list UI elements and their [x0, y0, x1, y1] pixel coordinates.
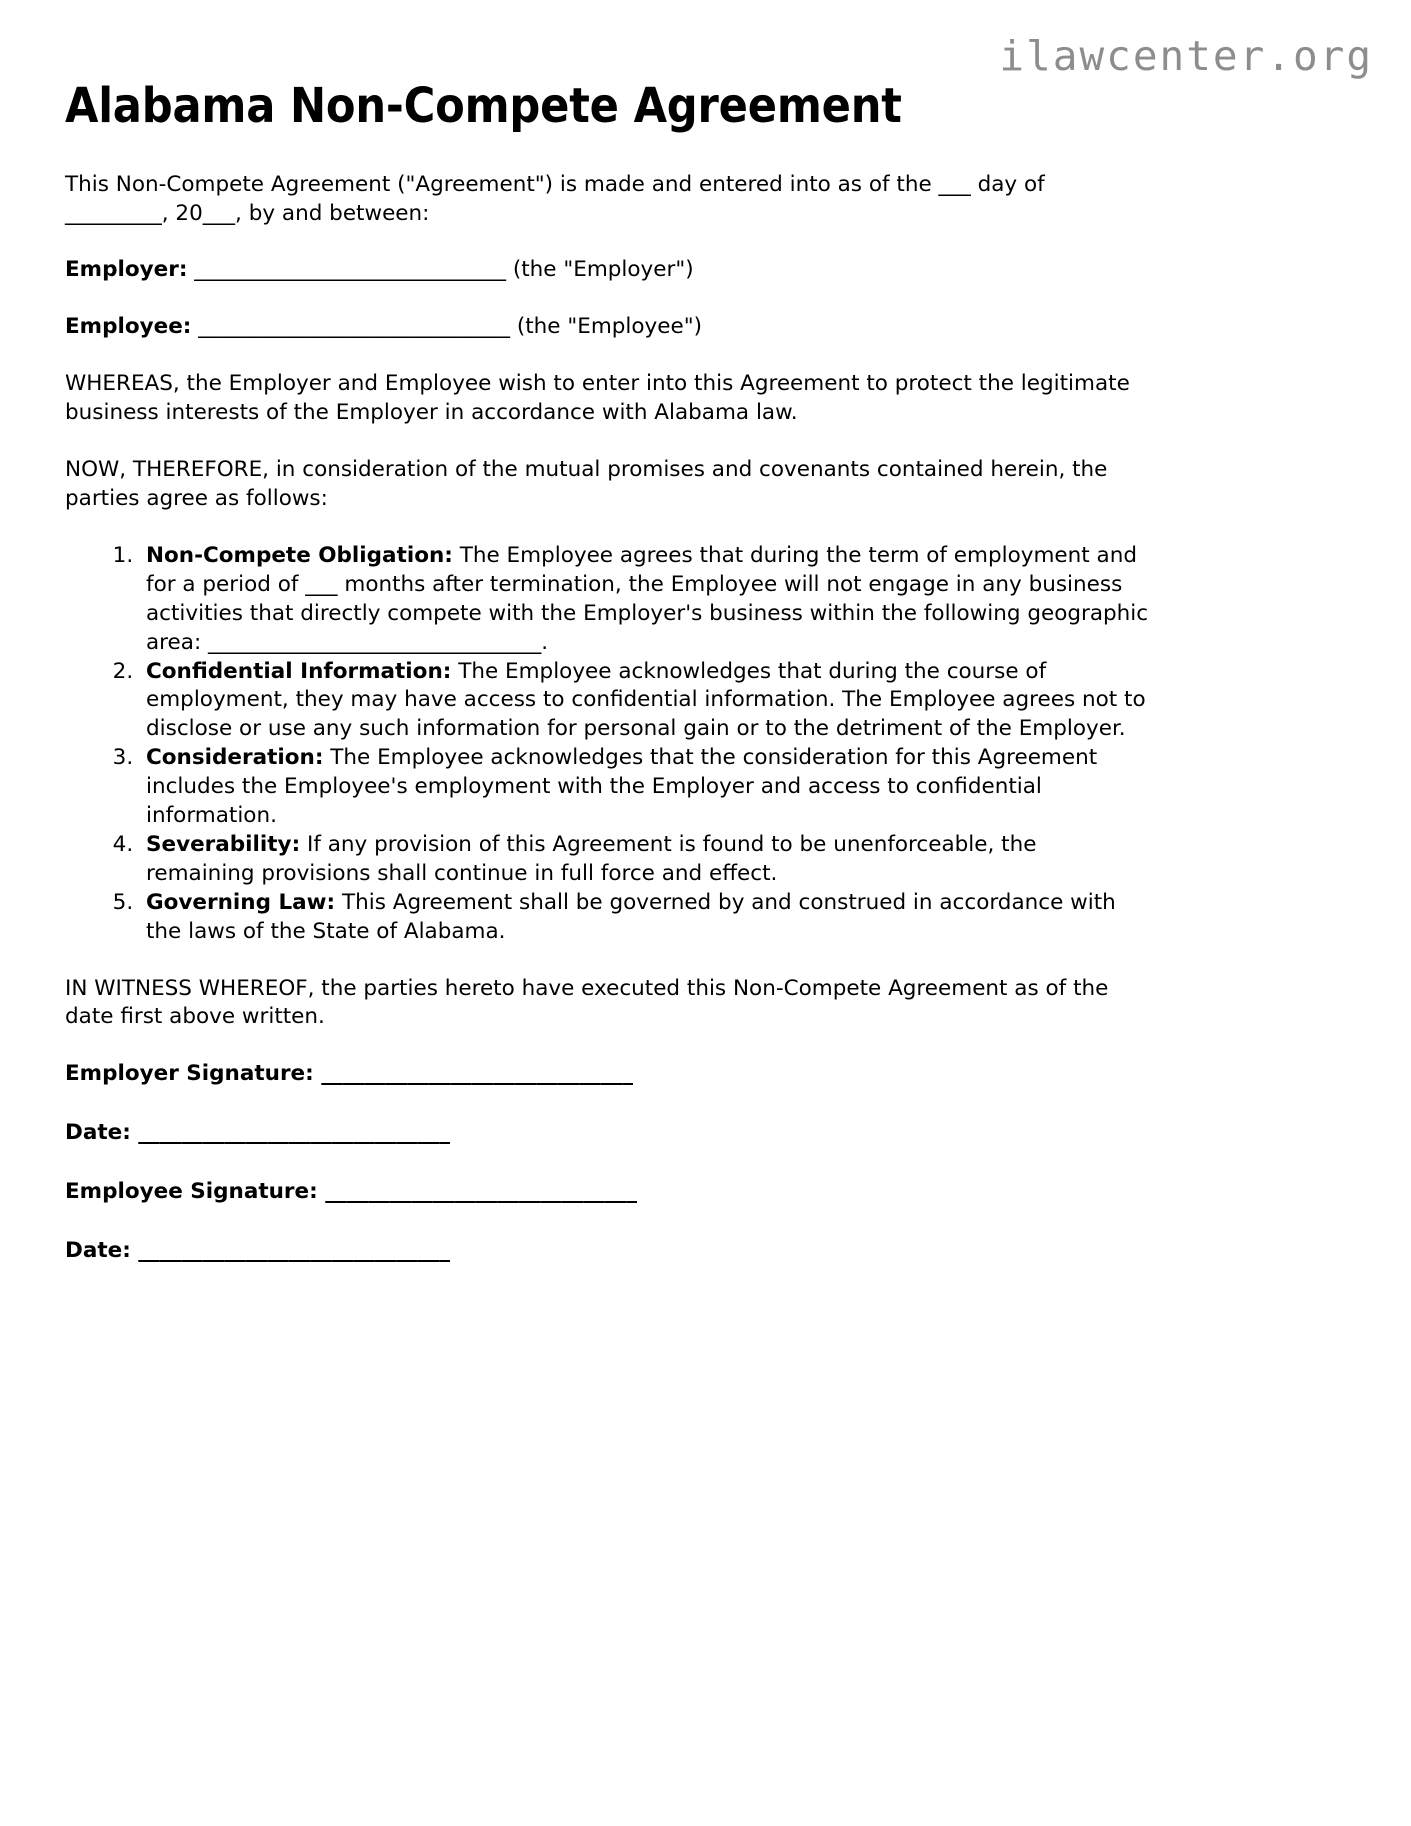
- list-item: [140, 744, 1150, 831]
- employer-date-label: Date:: [65, 1120, 131, 1146]
- list-item: [140, 889, 1150, 947]
- employee-signature-label: Employee Signature:: [65, 1179, 318, 1205]
- employer-signature-line: [65, 1060, 1150, 1089]
- employee-signature-blank[interactable]: _____________________________: [317, 1179, 637, 1205]
- document-body: [65, 78, 1150, 1266]
- employee-party-line: [65, 313, 1150, 342]
- page-title: Alabama Non-Compete Agreement: [65, 78, 902, 134]
- employee-date-blank[interactable]: _____________________________: [130, 1238, 451, 1264]
- list-item: [140, 831, 1150, 889]
- employee-signature-line: [65, 1178, 1150, 1207]
- term-heading-consideration: Consideration:: [146, 745, 324, 771]
- employer-party-line: [65, 256, 1150, 285]
- employee-suffix: (the "Employee"): [516, 314, 702, 340]
- employee-label: Employee:: [65, 314, 192, 340]
- term-body-non-compete-obligation: The Employee agrees that during the term of employment and for a period of ___ months after termination, the Employee will not engage in any business activities that directly compete with the Employer's business within the following geographic area: _______________________________.: [146, 542, 1149, 655]
- terms-list: [65, 542, 1150, 947]
- term-body-consideration: The Employee acknowledges that the consideration for this Agreement includes the Employee's employment with the Employer and access to confidential information.: [146, 745, 1098, 829]
- whereas-paragraph: WHEREAS, the Employer and Employee wish to enter into this Agreement to protect the legitimate business interests of the Employer in accordance with Alabama law.: [65, 371, 1130, 426]
- employer-suffix: (the "Employer"): [512, 257, 694, 283]
- term-body-confidential-information: The Employee acknowledges that during the course of employment, they may have access to confidential information. The Employee agrees not to disclose or use any such information for personal gain or to the detriment of the Employer.: [146, 658, 1146, 742]
- employee-blank[interactable]: _____________________________: [198, 314, 510, 340]
- term-heading-non-compete-obligation: Non-Compete Obligation:: [146, 542, 453, 568]
- employee-date-line: [65, 1237, 1150, 1266]
- term-heading-severability: Severability:: [146, 831, 301, 857]
- term-body-severability: If any provision of this Agreement is found to be unenforceable, the remaining provisions shall continue in full force and effect.: [146, 831, 1037, 886]
- employee-date-label: Date:: [65, 1238, 131, 1264]
- term-body-governing-law: This Agreement shall be governed by and construed in accordance with the laws of the State of Alabama.: [146, 889, 1116, 944]
- site-watermark: ilawcenter.org: [999, 32, 1373, 80]
- term-heading-confidential-information: Confidential Information:: [146, 658, 452, 684]
- employer-signature-blank[interactable]: _____________________________: [313, 1061, 633, 1087]
- employer-date-line: [65, 1119, 1150, 1148]
- employer-signature-label: Employer Signature:: [65, 1061, 314, 1087]
- term-heading-governing-law: Governing Law:: [146, 889, 336, 915]
- now-therefore-paragraph: NOW, THEREFORE, in consideration of the mutual promises and covenants contained herein, the parties agree as follows:: [65, 457, 1108, 511]
- employer-label: Employer:: [65, 257, 188, 283]
- list-item: [140, 542, 1150, 658]
- employer-blank[interactable]: _____________________________: [194, 257, 507, 283]
- intro-paragraph: This Non-Compete Agreement ("Agreement") is made and entered into as of the ___ day of _________, 20___, by and between:: [65, 171, 1045, 226]
- employer-date-blank[interactable]: _____________________________: [130, 1120, 451, 1146]
- witness-paragraph: IN WITNESS WHEREOF, the parties hereto have executed this Non-Compete Agreement as of the date first above written.: [65, 975, 1109, 1030]
- list-item: [140, 658, 1150, 745]
